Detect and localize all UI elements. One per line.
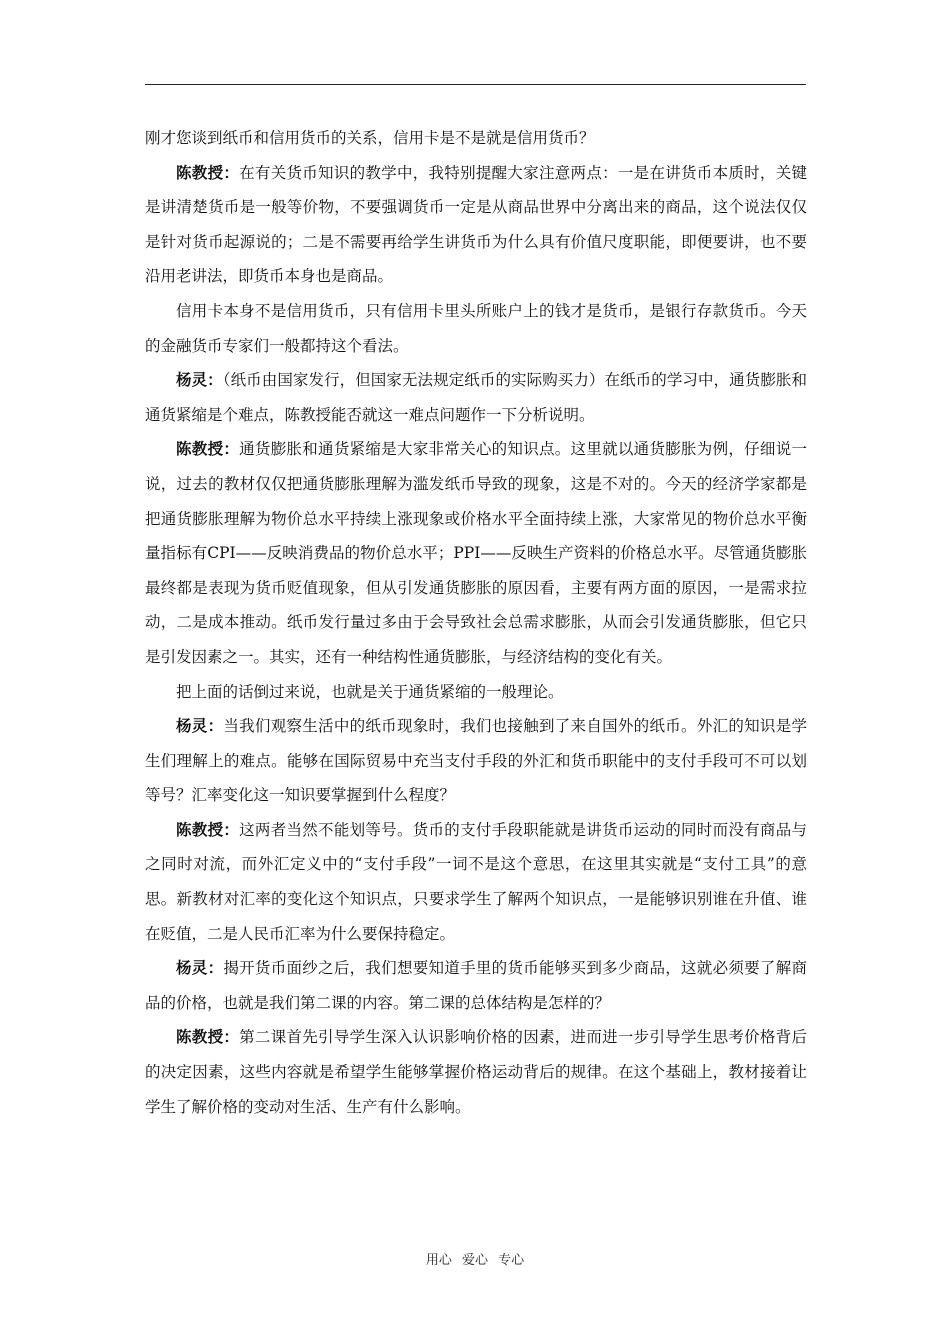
paragraph-text: 把上面的话倒过来说，也就是关于通货紧缩的一般理论。 [176, 682, 564, 701]
paragraph-text: 当我们观察生活中的纸币现象时，我们也接触到了来自国外的纸币。外汇的知识是学生们理解上的难点。能够在国际贸易中充当支付手段的外汇和货币职能中的支付手段可不可以划等号？汇率变化这一知识要掌握到什么程度？ [145, 717, 807, 805]
paragraph [145, 432, 807, 674]
speaker-label: 陈教授： [176, 819, 240, 839]
speaker-label: 陈教授： [176, 1027, 240, 1047]
speaker-label: 陈教授： [176, 162, 240, 182]
paragraph-text: （纸币由国家发行，但国家无法规定纸币的实际购买力）在纸币的学习中，通货膨胀和通货紧缩是个难点，陈教授能否就这一难点问题作一下分析说明。 [145, 371, 807, 424]
paragraph-text: 在有关货币知识的教学中，我特别提醒大家注意两点：一是在讲货币本质时，关键是讲清楚货币是一般等价物，不要强调货币一定是从商品世界中分离出来的商品，这个说法仅仅是针对货币起源说的；二是不需要再给学生讲货币为什么具有价值尺度职能，即便要讲，也不要沿用老讲法，即货币本身也是商品。 [145, 163, 807, 286]
paragraph [145, 121, 807, 156]
speaker-label: 杨灵： [176, 958, 224, 978]
paragraph [145, 294, 807, 363]
paragraph [145, 1020, 807, 1124]
paragraph-text: 揭开货币面纱之后，我们想要知道手里的货币能够买到多少商品，这就必须要了解商品的价格，也就是我们第二课的内容。第二课的总体结构是怎样的？ [145, 959, 807, 1012]
page-footer: 用心 爱心 专心 [425, 1253, 525, 1268]
paragraph [145, 156, 807, 294]
paragraph [145, 709, 807, 813]
paragraph-text: 第二课首先引导学生深入认识影响价格的因素，进而进一步引导学生思考价格背后的决定因素，这些内容就是希望学生能够掌握价格运动背后的规律。在这个基础上，教材接着让学生了解价格的变动对生活、生产有什么影响。 [145, 1028, 807, 1116]
paragraph [145, 813, 807, 951]
paragraph [145, 363, 807, 432]
paragraph-text: 信用卡本身不是信用货币，只有信用卡里头所账户上的钱才是货币，是银行存款货币。今天的金融货币专家们一般都持这个看法。 [145, 301, 807, 355]
paragraph [145, 675, 807, 710]
header-rule [145, 84, 806, 85]
speaker-label: 杨灵： [176, 370, 223, 390]
speaker-label: 杨灵： [176, 716, 224, 736]
document-body [145, 121, 807, 1124]
speaker-label: 陈教授： [176, 439, 240, 459]
paragraph-text: 通货膨胀和通货紧缩是大家非常关心的知识点。这里就以通货膨胀为例，仔细说一说，过去的教材仅仅把通货膨胀理解为滥发纸币导致的现象，这是不对的。今天的经济学家都是把通货膨胀理解为物价总水平持续上涨现象或价格水平全面持续上涨，大家常见的物价总水平衡量指标有CPI——反映消费品的物价总水平；PPI——反映生产资料的价格总水平。尽管通货膨胀最终都是表现为货币贬值现象，但从引发通货膨胀的原因看，主要有两方面的原因，一是需求拉动，二是成本推动。纸币发行量过多由于会导致社会总需求膨胀，从而会引发通货膨胀，但它只是引发因素之一。其实，还有一种结构性通货膨胀，与经济结构的变化有关。 [145, 440, 807, 666]
paragraph [145, 951, 807, 1020]
paragraph-text: 刚才您谈到纸币和信用货币的关系，信用卡是不是就是信用货币？ [145, 129, 595, 147]
paragraph-text: 这两者当然不能划等号。货币的支付手段职能就是讲货币运动的同时而没有商品与之同时对流，而外汇定义中的“支付手段”一词不是这个意思，在这里其实就是“支付工具”的意思。新教材对汇率的变化这个知识点，只要求学生了解两个知识点，一是能够识别谁在升值、谁在贬值，二是人民币汇率为什么要保持稳定。 [145, 820, 807, 943]
